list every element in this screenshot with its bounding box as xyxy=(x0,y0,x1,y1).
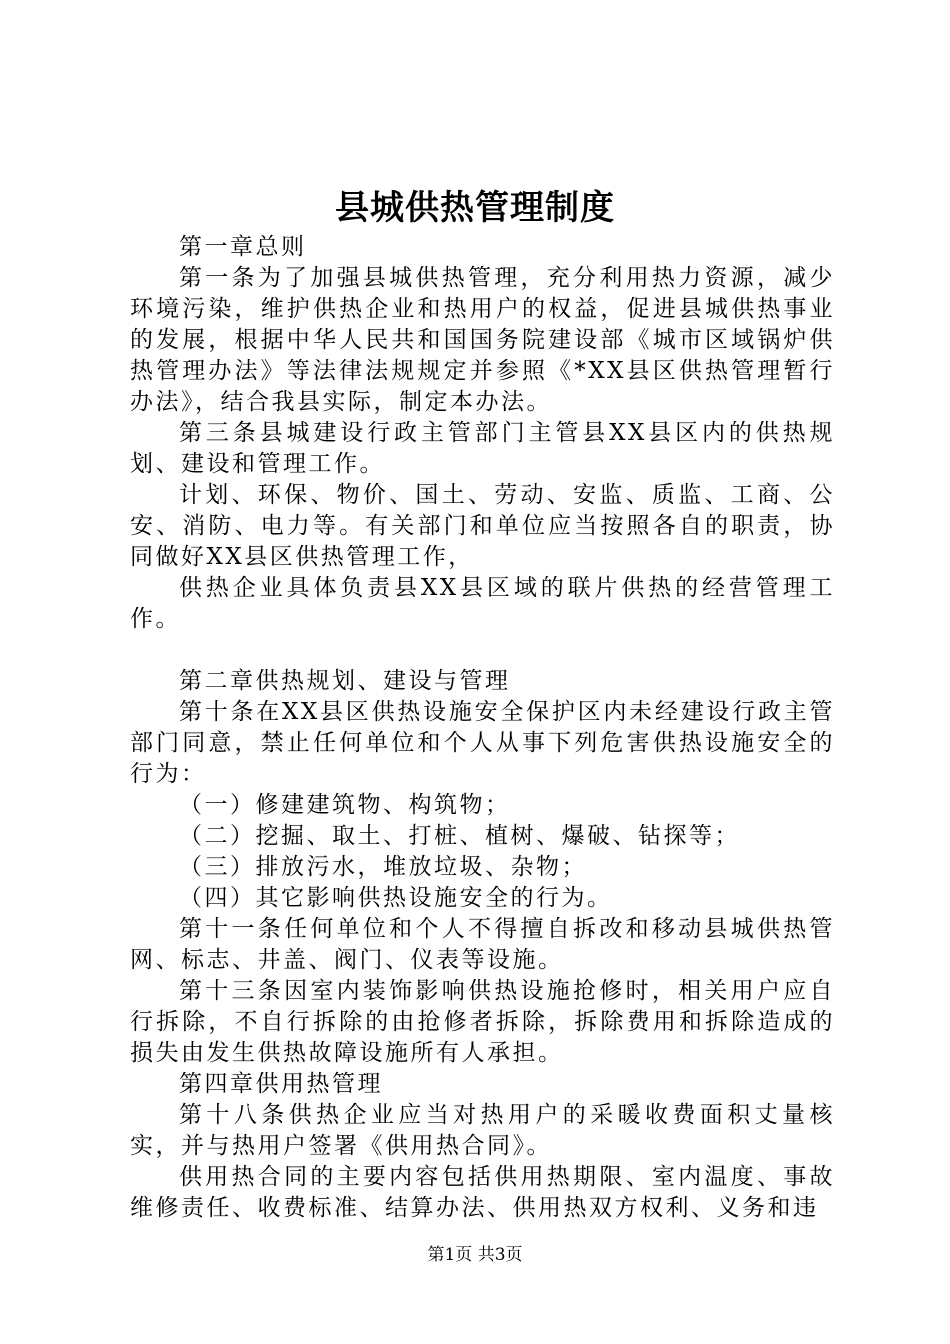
article-paragraph: 计划、环保、物价、国土、劳动、安监、质监、工商、公安、消防、电力等。有关部门和单位应当按照各自的职责，协同做好XX县区供热管理工作， xyxy=(130,482,835,570)
list-item: （四）其它影响供热设施安全的行为。 xyxy=(179,885,613,911)
document-body xyxy=(130,232,835,1224)
article-paragraph: 第一条为了加强县城供热管理，充分利用热力资源，减少环境污染，维护供热企业和热用户的权益，促进县城供热事业的发展，根据中华人民共和国国务院建设部《城市区域锅炉供热管理办法》等法律法规规定并参照《*XX县区供热管理暂行办法》，结合我县实际，制定本办法。 xyxy=(130,265,835,415)
chapter-heading: 第二章供热规划、建设与管理 xyxy=(179,668,511,694)
article-paragraph: 第十三条因室内装饰影响供热设施抢修时，相关用户应自行拆除，不自行拆除的由抢修者拆除，拆除费用和拆除造成的损失由发生供热故障设施所有人承担。 xyxy=(130,978,835,1066)
list-item: （二）挖掘、取土、打桩、植树、爆破、钻探等； xyxy=(179,823,740,849)
article-paragraph: 第十八条供热企业应当对热用户的采暖收费面积丈量核实，并与热用户签署《供用热合同》。 xyxy=(130,1102,835,1159)
document-title: 县城供热管理制度 xyxy=(335,188,615,228)
page-number: 第1页 xyxy=(427,1245,473,1265)
page-total: 共3页 xyxy=(477,1245,523,1265)
list-item: （三）排放污水，堆放垃圾、杂物； xyxy=(179,854,587,880)
chapter-heading: 第一章总则 xyxy=(179,234,307,260)
chapter-heading: 第四章供用热管理 xyxy=(179,1071,383,1097)
article-paragraph: 第十一条任何单位和个人不得擅自拆改和移动县城供热管网、标志、井盖、阀门、仪表等设施。 xyxy=(130,916,835,973)
list-item: （一）修建建筑物、构筑物； xyxy=(179,792,511,818)
article-paragraph: 供热企业具体负责县XX县区域的联片供热的经营管理工作。 xyxy=(130,575,835,632)
page-footer xyxy=(0,1244,950,1266)
article-paragraph: 第三条县城建设行政主管部门主管县XX县区内的供热规划、建设和管理工作。 xyxy=(130,420,835,477)
article-paragraph: 供用热合同的主要内容包括供用热期限、室内温度、事故维修责任、收费标准、结算办法、供用热双方权利、义务和违 xyxy=(130,1164,835,1221)
article-paragraph: 第十条在XX县区供热设施安全保护区内未经建设行政主管部门同意，禁止任何单位和个人从事下列危害供热设施安全的行为： xyxy=(130,699,835,787)
